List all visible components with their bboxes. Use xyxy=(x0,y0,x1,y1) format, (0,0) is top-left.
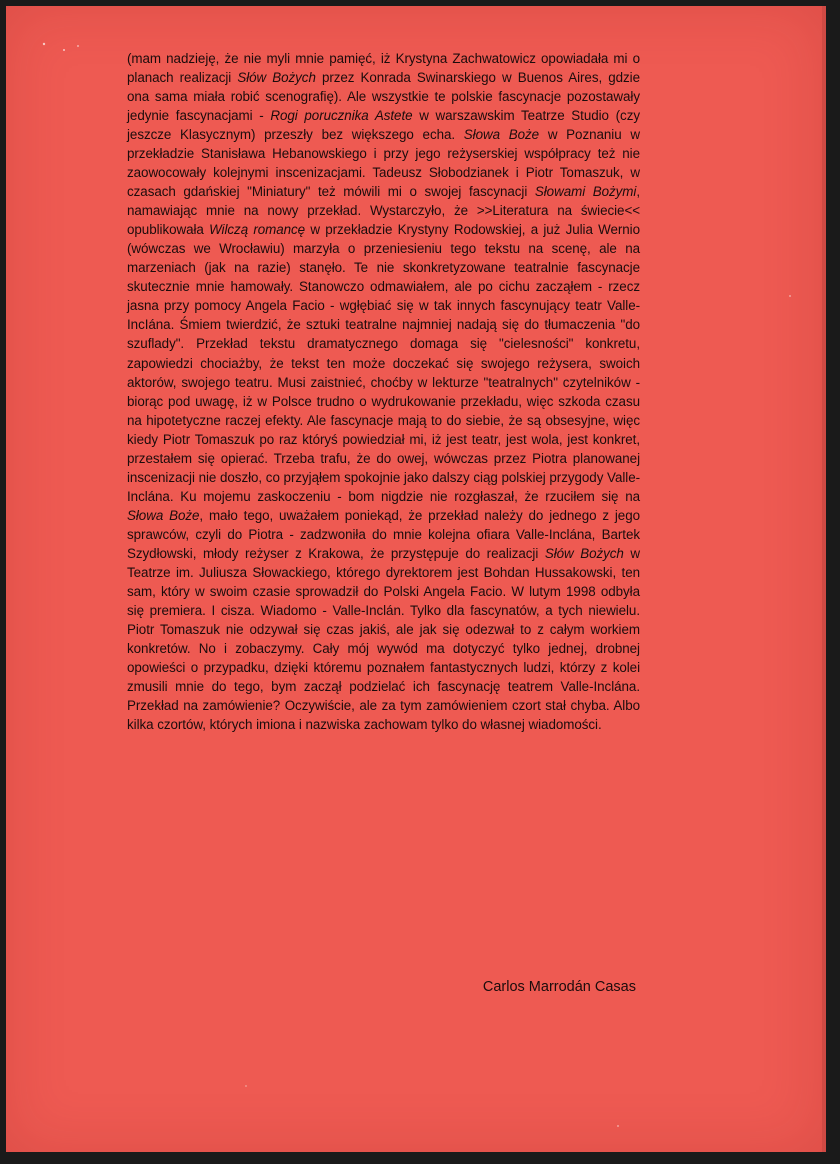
italic-title-span: Rogi porucznika Astete xyxy=(270,108,413,124)
italic-title-span: Słów Bożych xyxy=(237,70,316,86)
text-span: , namawiając mnie na nowy przekład. Wystarczyło, że >>Literatura na świecie<< opublikowała xyxy=(127,184,641,238)
main-paragraph xyxy=(127,49,640,734)
text-span: w Teatrze im. Juliusza Słowackiego, którego dyrektorem jest Bohdan Hussakowski, ten sam, który w swoim czasie sprowadził do Polski Angela Facio. W lutym 1998 odbyła się premiera. I cisza. Wiadomo - Valle-Inclán. Tylko dla fascynatów, a tych niewielu. Piotr Tomaszuk nie odzywał się czas jakiś, ale jak się odezwał to z całym workiem konkretów. No i zobaczymy. Cały mój wywód ma dotyczyć tylko jednej, drobnej opowieści o przypadku, dzięki któremu poznałem fantastycznych ludzi, którzy z kolei zmusili mnie do tego, bym zaczął podzielać ich fascynację teatrem Valle-Inclána. Przekład na zamówienie? Oczywiście, ale za tym zamówieniem czort stał chyba. Albo kilka czortów, których imiona i nazwiska zachowam tylko do własnej wiadomości. xyxy=(127,545,641,733)
document-page xyxy=(6,6,826,1152)
italic-title-span: Słowami Bożymi xyxy=(534,184,637,200)
text-span: , mało tego, uważałem poniekąd, że przekład należy do jednego z jego sprawców, czyli do Piotra - zadzwoniła do mnie kolejna ofiara Valle-Inclána, Bartek Szydłowski, młody reżyser z Krakowa, że przystępuje do realizacji xyxy=(127,507,640,561)
text-span: przez Konrada Swinarskiego w Buenos Aires, gdzie ona sama miała robić scenografię). Ale wszystkie te polskie fascynacje pozostawały jedynie fascynacjami - xyxy=(127,70,640,124)
italic-title-span: Słów Bożych xyxy=(544,545,624,561)
italic-title-span: Słowa Boże xyxy=(127,507,200,523)
text-span: w Poznaniu w przekładzie Stanisława Hebanowskiego i przy jego reżyserskiej współpracy też nie zaowocowały kolejnymi inscenizacjami. Tadeusz Słobodzianek i Piotr Tomaszuk, w czasach gdańskiej "Miniatury" też mówili mi o swojej fascynacji xyxy=(127,127,640,200)
text-span: w warszawskim Teatrze Studio (czy jeszcze Klasycznym) przeszły bez większego echa. xyxy=(127,108,640,143)
author-signature: Carlos Marrodán Casas xyxy=(482,979,636,995)
body-text xyxy=(127,49,640,734)
text-span: (mam nadzieję, że nie myli mnie pamięć, iż Krystyna Zachwatowicz opowiadała mi o planach realizacji xyxy=(127,51,640,86)
italic-title-span: Słowa Boże xyxy=(463,127,540,143)
text-span: w przekładzie Krystyny Rodowskiej, a już Julia Wernio (wówczas we Wrocławiu) marzyła o przeniesieniu tego tekstu na scenę, ale na marzeniach (jak na razie) stanęło. Te nie skonkretyzowane teatralnie fascynacje skutecznie mnie hamowały. Stanowczo odmawiałem, ale po cichu zacząłem - rzecz jasna przy pomocy Angela Facio - wgłębiać się w tak innych fascynujący teatr Valle-IncIána. Śmiem twierdzić, że sztuki teatralne najmniej nadają się do tłumaczenia "do szuflady". Przekład tekstu dramatycznego domaga się "cielesności" konkretu, zapowiedzi chociażby, że tekst ten może doczekać się swojego reżysera, swoich aktorów, swojego teatru. Musi zaistnieć, choćby w lekturze "teatralnych" czytelników - biorąc pod uwagę, iż w Polsce trudno o wydrukowanie przekładu, więc szkoda czasu na hipotetyczne raczej efekty. Ale fascynacje mają to do siebie, że są obsesyjne, więc kiedy Piotr Tomaszuk po raz któryś powiedział mi, iż jest teatr, jest wola, jest konkret, przestałem się opierać. Trzeba trafu, że do owej, wówczas przez Piotra planowanej inscenizacji nie doszło, co przyjąłem spokojnie jako dalszy ciąg polskiej przygody Valle-Inclána. Ku mojemu zaskoczeniu - bom nigdzie nie rozgłaszał, że rzuciłem się na xyxy=(127,222,640,504)
italic-title-span: Wilczą romancę xyxy=(209,222,306,238)
